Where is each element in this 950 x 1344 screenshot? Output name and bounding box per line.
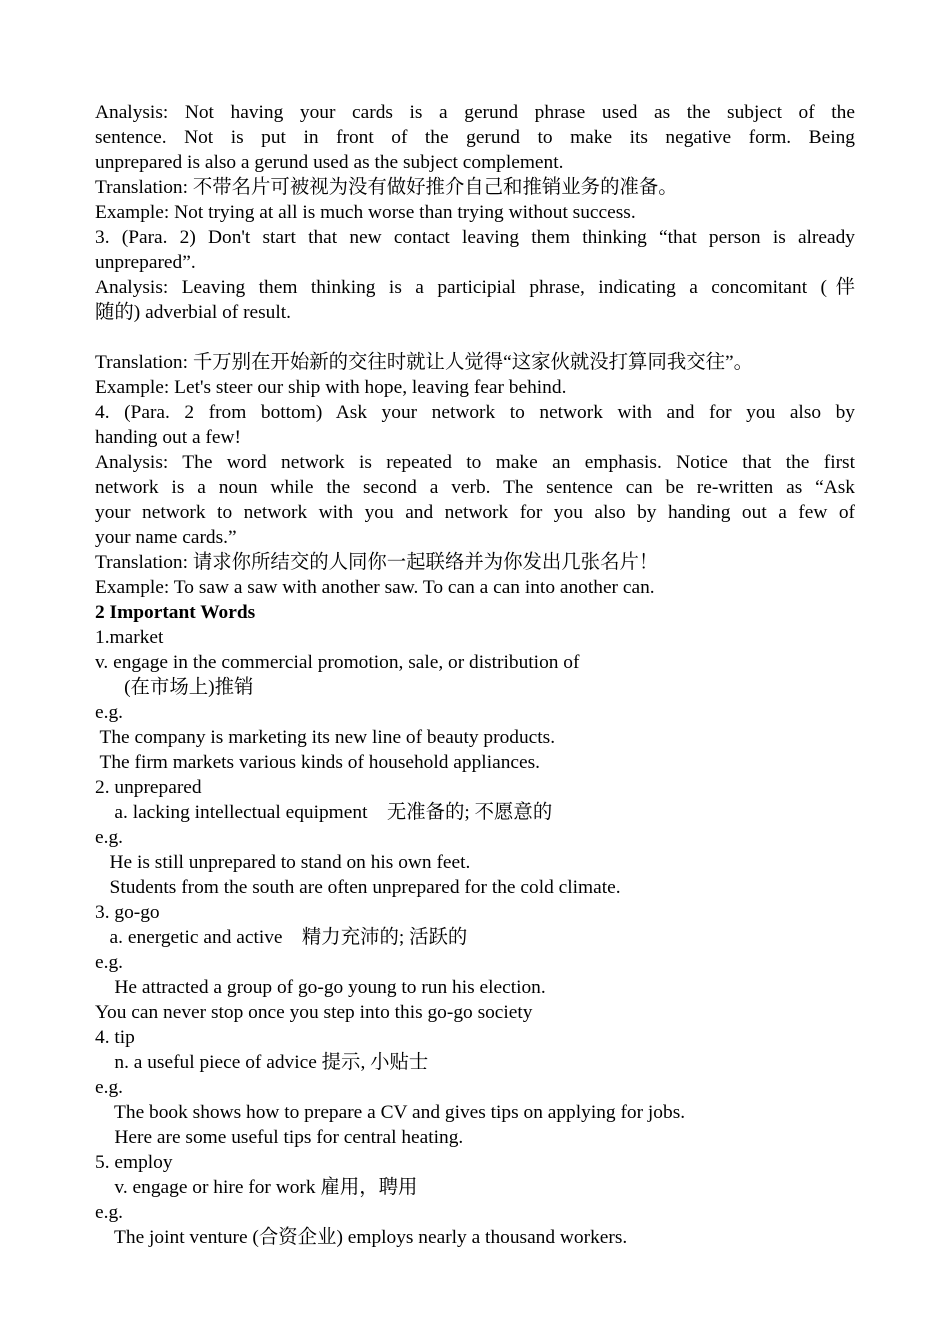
- text-line: v. engage in the commercial promotion, sale, or distribution of: [95, 652, 580, 673]
- text-line: 4. (Para. 2 from bottom) Ask your network to network with and for you also by: [95, 402, 855, 423]
- section-heading: 2 Important Words: [95, 602, 256, 623]
- text-line: Example: To saw a saw with another saw. To can a can into another can.: [95, 577, 655, 598]
- text-line: Here are some useful tips for central heating.: [95, 1127, 464, 1148]
- text-line: your name cards.”: [95, 527, 237, 548]
- text-line: e.g.: [95, 1077, 123, 1098]
- text-line: 3. (Para. 2) Don't start that new contact leaving them thinking “that person is already: [95, 227, 855, 248]
- text-line: The firm markets various kinds of household appliances.: [95, 752, 540, 773]
- text-line: 4. tip: [95, 1027, 135, 1048]
- text-line: e.g.: [95, 1202, 123, 1223]
- text-line: He is still unprepared to stand on his own feet.: [95, 852, 471, 873]
- text-line: 3. go-go: [95, 902, 160, 923]
- text-line: Translation: 不带名片可被视为没有做好推介自己和推销业务的准备。: [95, 177, 678, 198]
- text-line: Analysis: Not having your cards is a gerund phrase used as the subject of the: [95, 102, 855, 123]
- text-line: Translation: 请求你所结交的人同你一起联络并为你发出几张名片！: [95, 552, 659, 573]
- text-line: e.g.: [95, 827, 123, 848]
- text-line: a. lacking intellectual equipment 无准备的; 不愿意的: [95, 802, 553, 823]
- text-line: (在市场上)推销: [95, 677, 254, 698]
- text-line: 随的) adverbial of result.: [95, 302, 291, 323]
- text-line: 2. unprepared: [95, 777, 202, 798]
- text-line: unprepared is also a gerund used as the subject complement.: [95, 152, 564, 173]
- text-line: n. a useful piece of advice 提示, 小贴士: [95, 1052, 429, 1073]
- text-line: Translation: 千万别在开始新的交往时就让人觉得“这家伙就没打算同我交往”。: [95, 352, 754, 373]
- text-line: Analysis: Leaving them thinking is a participial phrase, indicating a concomitant (伴: [95, 277, 855, 298]
- text-line: 1.market: [95, 627, 164, 648]
- document-page: [95, 100, 855, 1250]
- text-line: The book shows how to prepare a CV and gives tips on applying for jobs.: [95, 1102, 686, 1123]
- text-line: unprepared”.: [95, 252, 196, 273]
- text-line: You can never stop once you step into this go-go society: [95, 1002, 533, 1023]
- text-line: e.g.: [95, 952, 123, 973]
- text-line: Example: Let's steer our ship with hope, leaving fear behind.: [95, 377, 567, 398]
- text-line: He attracted a group of go-go young to run his election.: [95, 977, 546, 998]
- text-line: e.g.: [95, 702, 123, 723]
- text-line: network is a noun while the second a verb. The sentence can be re-written as “Ask: [95, 477, 855, 498]
- text-line: 5. employ: [95, 1152, 173, 1173]
- text-line: your network to network with you and network for you also by handing out a few of: [95, 502, 855, 523]
- text-line: The joint venture (合资企业) employs nearly a thousand workers.: [95, 1227, 628, 1248]
- text-line: The company is marketing its new line of beauty products.: [95, 727, 556, 748]
- text-line: Analysis: The word network is repeated to make an emphasis. Notice that the first: [95, 452, 855, 473]
- text-line: v. engage or hire for work 雇用，聘用: [95, 1177, 418, 1198]
- blank-line: [95, 325, 855, 350]
- text-line: Example: Not trying at all is much worse than trying without success.: [95, 202, 636, 223]
- text-line: handing out a few!: [95, 427, 241, 448]
- text-line: Students from the south are often unprepared for the cold climate.: [95, 877, 621, 898]
- text-line: a. energetic and active 精力充沛的; 活跃的: [95, 927, 468, 948]
- text-line: sentence. Not is put in front of the gerund to make its negative form. Being: [95, 127, 855, 148]
